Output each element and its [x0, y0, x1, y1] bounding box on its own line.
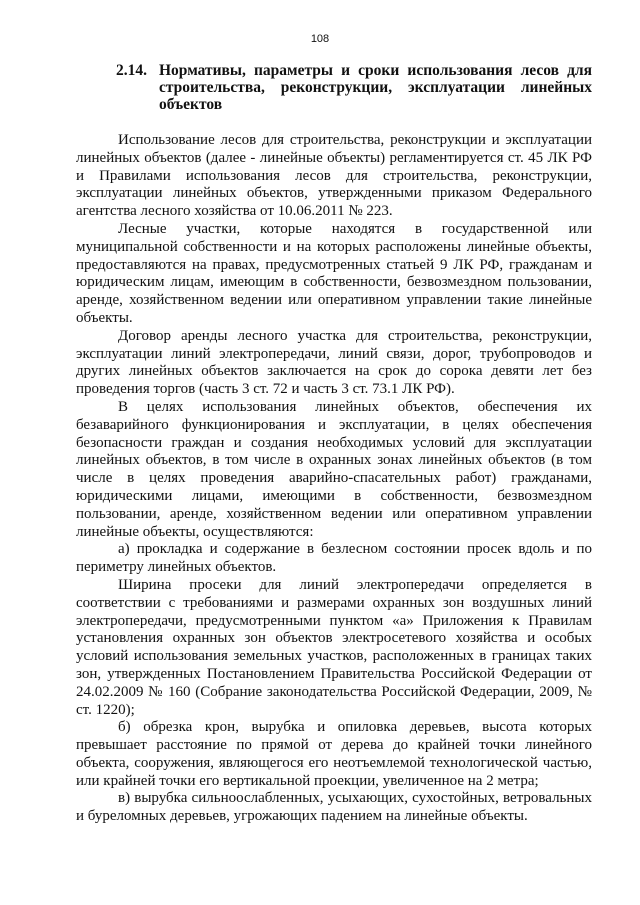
- section-heading: [76, 62, 592, 113]
- paragraph: Использование лесов для строительства, реконструкции и эксплуатации линейных объектов (далее - линейные объекты) регламентируется ст. 45 ЛК РФ и Правилами использования лесов для строительства, реконструкции, эксплуатации линейных объектов, утвержденными приказом Федерального агентства лесного хозяйства от 10.06.2011 № 223.: [76, 132, 592, 220]
- paragraph: В целях использования линейных объектов, обеспечения их безаварийного функционирования и эксплуатации, в целях обеспечения безопасности граждан и создания необходимых условий для эксплуатации линейных объектов, в том числе в охранных зонах линейных объектов (в том числе в целях проведения аварийно-спасательных работ) гражданами, юридическими лицами, имеющими в собственности, безвозмездном пользовании, аренде, хозяйственном ведении или оперативном управлении линейные объекты, осуществляются:: [76, 398, 592, 540]
- paragraph: Лесные участки, которые находятся в государственной или муниципальной собственности и на которых расположены линейные объекты, предоставляются на правах, предусмотренных статьей 9 ЛК РФ, гражданам и юридическим лицам, имеющим в собственности, безвозмездном пользовании, аренде, хозяйственном ведении или оперативном управлении такие линейные объекты.: [76, 220, 592, 326]
- section-title: Нормативы, параметры и сроки использования лесов для строительства, реконструкции, эксплуатации линейных объектов: [159, 62, 592, 113]
- list-item-b: б) обрезка крон, вырубка и опиловка деревьев, высота которых превышает расстояние по прямой от дерева до крайней точки линейного объекта, сооружения, являющегося его неотъемлемой технологической частью, или крайней точки его вертикальной проекции, увеличенное на 2 метра;: [76, 719, 592, 789]
- page-number: 108: [310, 33, 330, 45]
- body-text: [76, 132, 592, 826]
- paragraph: Ширина просеки для линий электропередачи определяется в соответствии с требованиями и размерами охранных зон воздушных линий электропередачи, предусмотренными пунктом «а» Приложения к Правилам установления охранных зон объектов электросетевого хозяйства и особых условий использования земельных участков, расположенных в границах таких зон, утвержденных Постановлением Правительства Российской Федерации от 24.02.2009 № 160 (Собрание законодательства Российской Федерации, 2009, № ст. 1220);: [76, 576, 592, 718]
- paragraph: Договор аренды лесного участка для строительства, реконструкции, эксплуатации линий электропередачи, линий связи, дорог, трубопроводов и других линейных объектов заключается на срок до сорока девяти лет без проведения торгов (часть 3 ст. 72 и часть 3 ст. 73.1 ЛК РФ).: [76, 327, 592, 398]
- section-number: 2.14.: [116, 62, 147, 79]
- list-item-a: а) прокладка и содержание в безлесном состоянии просек вдоль и по периметру линейных объектов.: [76, 541, 592, 576]
- list-item-v: в) вырубка сильноослабленных, усыхающих, сухостойных, ветровальных и буреломных деревьев, угрожающих падением на линейные объекты.: [76, 790, 592, 825]
